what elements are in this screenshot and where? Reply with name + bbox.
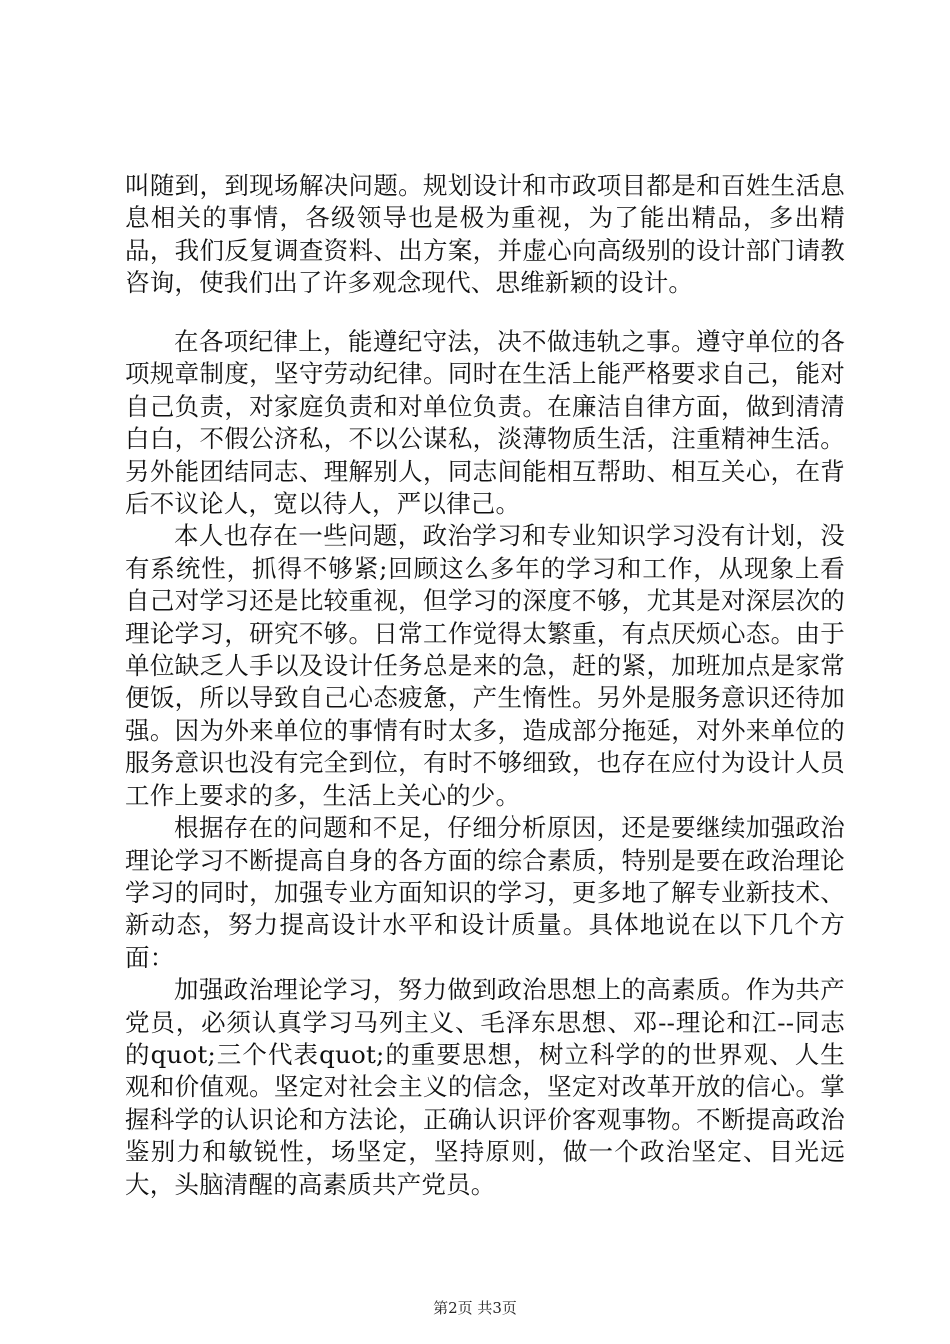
paragraph-political-study: 加强政治理论学习，努力做到政治思想上的高素质。作为共产党员，必须认真学习马列主义、毛泽东思想、邓--理论和江--同志的quot;三个代表quot;的重要思想，树立科学的的世界观、人生观和价值观。坚定对社会主义的信念，坚定对改革开放的信心。掌握科学的认识论和方法论，正确认识评价客观事物。不断提高政治鉴别力和敏锐性，场坚定，坚持原则，做一个政治坚定、目光远大，头脑清醒的高素质共产党员。 xyxy=(125,975,845,1199)
text-block-main xyxy=(125,326,845,1201)
paragraph-continued: 叫随到，到现场解决问题。规划设计和市政项目都是和百姓生活息息相关的事情，各级领导也是极为重视，为了能出精品，多出精品，我们反复调查资料、出方案，并虚心向高级别的设计部门请教咨询，使我们出了许多观念现代、思维新颖的设计。 xyxy=(125,171,845,298)
page-number: 第2页 共3页 xyxy=(433,1299,517,1317)
page-footer xyxy=(0,1298,950,1318)
paragraph-problems: 本人也存在一些问题，政治学习和专业知识学习没有计划，没有系统性，抓得不够紧;回顾这么多年的学习和工作，从现象上看自己对学习还是比较重视，但学习的深度不够，尤其是对深层次的理论学习，研究不够。日常工作觉得太繁重，有点厌烦心态。由于单位缺乏人手以及设计任务总是来的急，赶的紧，加班加点是家常便饭，所以导致自己心态疲惫，产生惰性。另外是服务意识还待加强。因为外来单位的事情有时太多，造成部分拖延，对外来单位的服务意识也没有完全到位，有时不够细致，也存在应付为设计人员工作上要求的多，生活上关心的少。 xyxy=(125,521,845,810)
text-block-continued xyxy=(125,170,845,300)
paragraph-discipline: 在各项纪律上，能遵纪守法，决不做违轨之事。遵守单位的各项规章制度，坚守劳动纪律。同时在生活上能严格要求自己，能对自己负责，对家庭负责和对单位负责。在廉洁自律方面，做到清清白白，不假公济私，不以公谋私，淡薄物质生活，注重精神生活。另外能团结同志、理解别人，同志间能相互帮助、相互关心，在背后不议论人，宽以待人，严以律己。 xyxy=(125,327,845,519)
paragraph-analysis: 根据存在的问题和不足，仔细分析原因，还是要继续加强政治理论学习不断提高自身的各方面的综合素质，特别是要在政治理论学习的同时，加强专业方面知识的学习，更多地了解专业新技术、新动态，努力提高设计水平和设计质量。具体地说在以下几个方面： xyxy=(125,813,845,972)
